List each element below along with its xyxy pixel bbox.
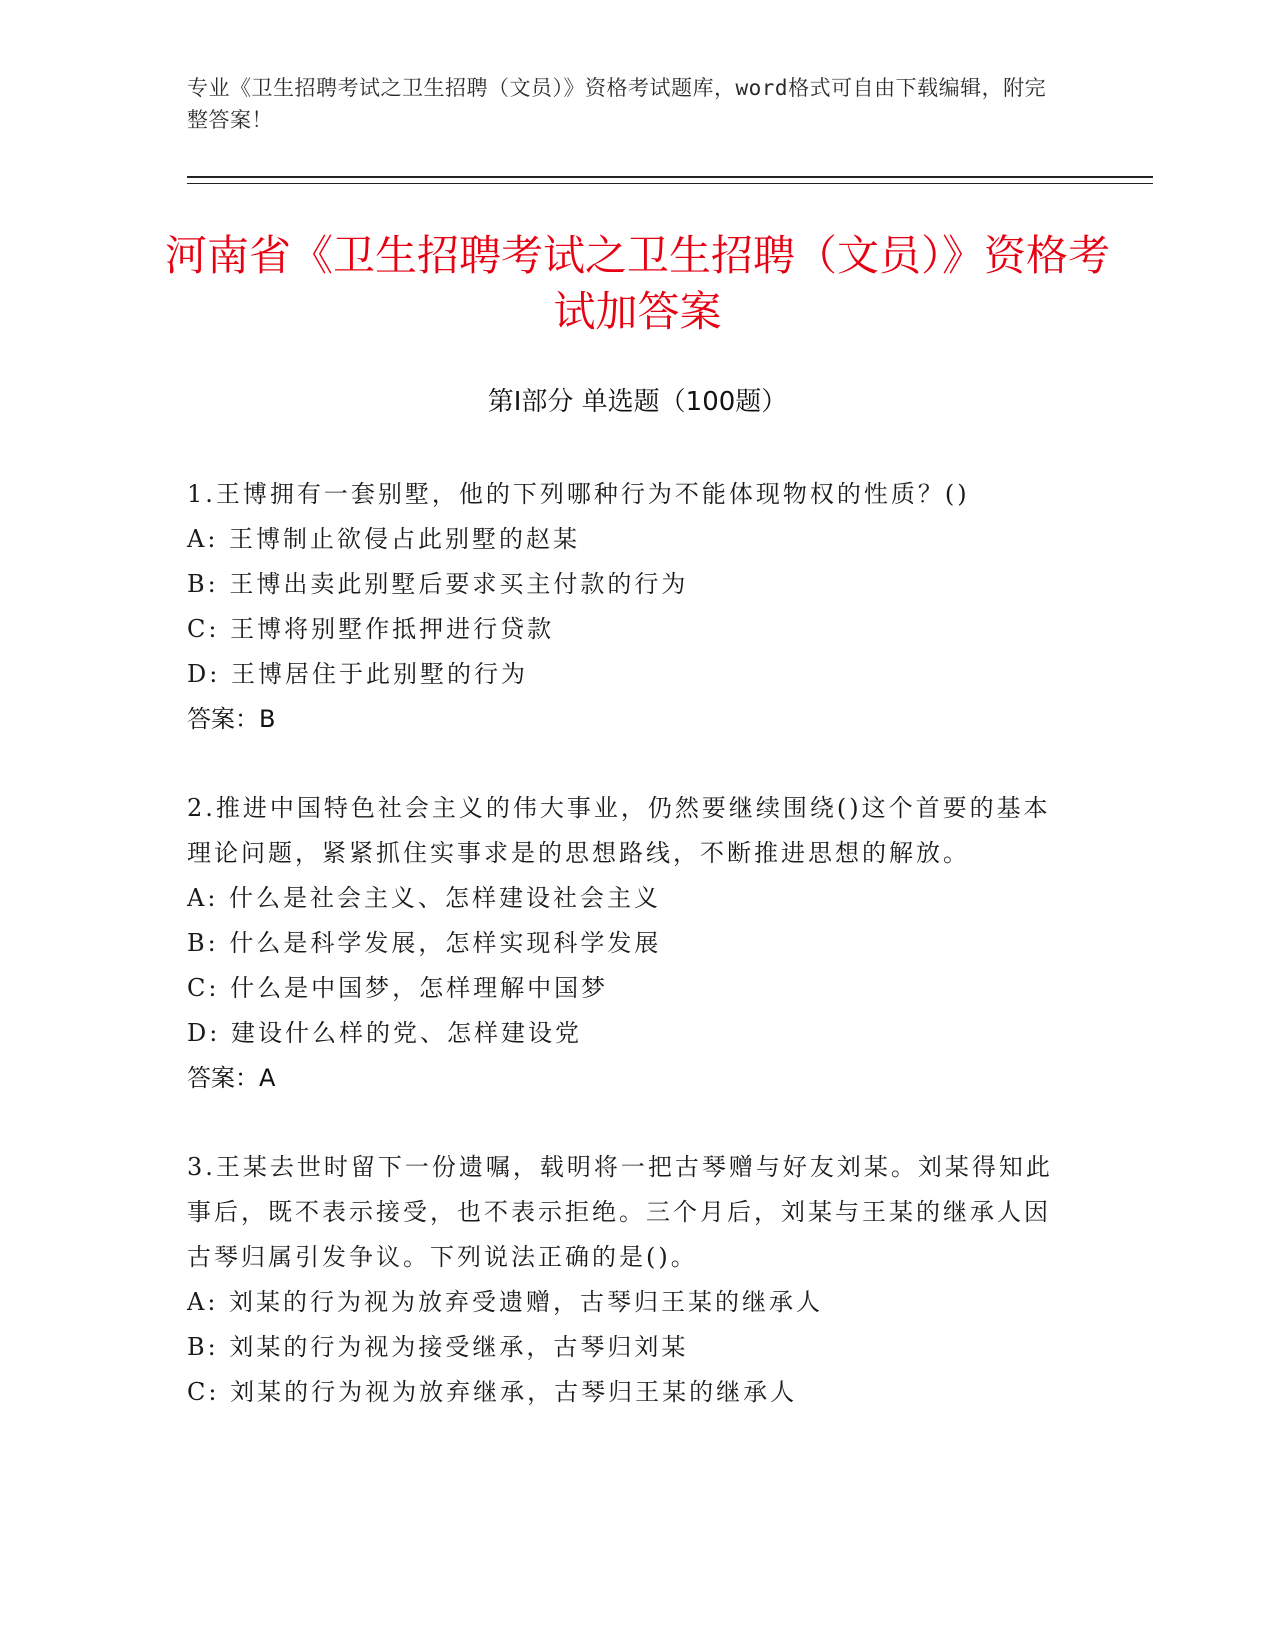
question-option-d: D: 王博居住于此别墅的行为: [187, 660, 528, 688]
question-option-b: B: 刘某的行为视为接受继承，古琴归刘某: [187, 1333, 689, 1361]
question-1: [187, 472, 1067, 742]
question-stem: 2.推进中国特色社会主义的伟大事业，仍然要继续围绕()这个首要的基本理论问题，紧紧抓住实事求是的思想路线，不断推进思想的解放。: [187, 794, 1051, 867]
question-option-c: C: 刘某的行为视为放弃继承，古琴归王某的继承人: [187, 1378, 798, 1406]
question-answer: 答案：B: [187, 705, 276, 733]
question-option-c: C: 什么是中国梦，怎样理解中国梦: [187, 974, 609, 1002]
question-option-b: B: 什么是科学发展，怎样实现科学发展: [187, 929, 662, 957]
question-list: [187, 472, 1067, 1459]
question-option-d: D: 建设什么样的党、怎样建设党: [187, 1019, 582, 1047]
header-note: 专业《卫生招聘考试之卫生招聘（文员）》资格考试题库，word格式可自由下载编辑，附完整答案！: [187, 76, 1047, 132]
document-title: 河南省《卫生招聘考试之卫生招聘（文员）》资格考试加答案: [164, 231, 1110, 336]
question-stem: 3.王某去世时留下一份遗嘱，载明将一把古琴赠与好友刘某。刘某得知此事后，既不表示接受，也不表示拒绝。三个月后，刘某与王某的继承人因古琴归属引发争议。下列说法正确的是()。: [187, 1153, 1053, 1271]
question-option-b: B: 王博出卖此别墅后要求买主付款的行为: [187, 570, 689, 598]
question-option-a: A: 刘某的行为视为放弃受遗赠，古琴归王某的继承人: [187, 1288, 824, 1316]
question-3: [187, 1145, 1067, 1415]
header-rule-thick: [187, 176, 1153, 178]
question-option-c: C: 王博将别墅作抵押进行贷款: [187, 615, 555, 643]
section-heading: 第Ⅰ部分 单选题（100题）: [487, 387, 788, 417]
question-stem: 1.王博拥有一套别墅，他的下列哪种行为不能体现物权的性质？(): [187, 480, 970, 508]
question-answer: 答案：A: [187, 1064, 276, 1092]
question-option-a: A: 王博制止欲侵占此别墅的赵某: [187, 525, 581, 553]
header-rule-thin: [187, 183, 1153, 184]
question-2: [187, 786, 1067, 1101]
question-option-a: A: 什么是社会主义、怎样建设社会主义: [187, 884, 662, 912]
